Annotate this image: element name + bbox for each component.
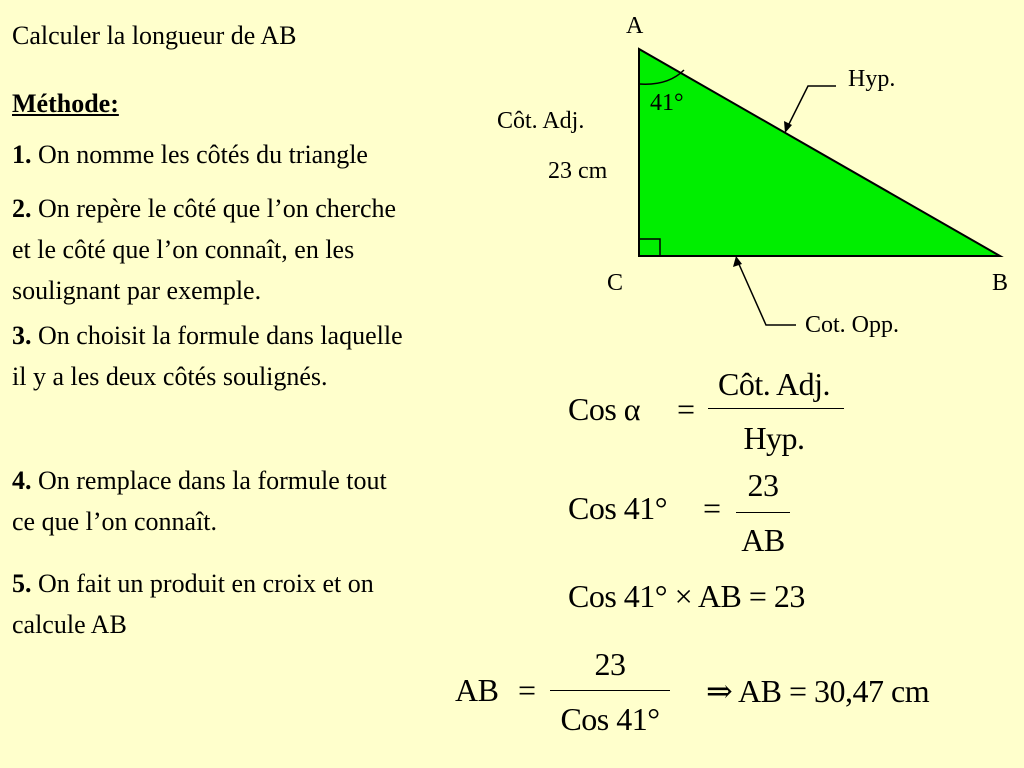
hypotenuse-label: Hyp.	[848, 66, 896, 92]
step-5-number: 5.	[12, 569, 32, 598]
opposite-label: Cot. Opp.	[805, 312, 900, 338]
formula-2-left: Cos 41°	[568, 490, 668, 526]
opp-pointer-arrowhead	[733, 256, 742, 267]
formula-2-numerator: 23	[747, 467, 779, 503]
step-1-number: 1.	[12, 140, 32, 169]
formula-3: Cos 41° × AB = 23	[568, 578, 805, 614]
step-2-number: 2.	[12, 194, 32, 223]
method-heading: Méthode:	[12, 89, 119, 118]
opp-pointer-line	[738, 262, 796, 325]
side-length-label: 23 cm	[548, 158, 608, 184]
step-4-line-2: ce que l’on connaît.	[12, 507, 218, 536]
formula-2-equals: =	[703, 490, 721, 526]
step-4-line-1: On remplace dans la formule tout	[38, 466, 387, 495]
vertex-a-label: A	[626, 13, 644, 39]
formula-2-fraction-bar	[736, 512, 790, 513]
formula-1-denominator: Hyp.	[743, 420, 805, 456]
formula-4-denominator: Cos 41°	[560, 701, 660, 737]
step-4-number: 4.	[12, 466, 32, 495]
step-5-line-1: On fait un produit en croix et on	[38, 569, 374, 598]
formula-1-left: Cos α	[568, 391, 641, 427]
formula-1-numerator: Côt. Adj.	[718, 366, 830, 402]
step-3-line-2: il y a les deux côtés soulignés.	[12, 362, 328, 391]
vertex-b-label: B	[992, 270, 1009, 296]
formula-4-numerator: 23	[594, 646, 626, 682]
formula-1-equals: =	[677, 391, 695, 427]
side-adjacent-label: Côt. Adj.	[497, 108, 585, 134]
step-3-number: 3.	[12, 321, 32, 350]
formula-4-result: ⇒ AB = 30,47 cm	[706, 673, 930, 709]
formula-4-fraction-bar	[550, 690, 670, 691]
step-2-line-2: et le côté que l’on connaît, en les	[12, 235, 355, 264]
step-2-line-1: On repère le côté que l’on cherche	[38, 194, 397, 223]
step-3-line-1: On choisit la formule dans laquelle	[38, 321, 403, 350]
page-title: Calculer la longueur de AB	[12, 21, 297, 50]
angle-label: 41°	[650, 90, 684, 116]
triangle-shape	[639, 49, 1000, 256]
hyp-pointer-arrowhead	[784, 121, 792, 133]
step-5-line-2: calcule AB	[12, 610, 127, 639]
formula-1-fraction-bar	[708, 408, 844, 409]
formula-4-left: AB	[455, 672, 499, 708]
hyp-pointer-line	[787, 86, 836, 128]
step-1-text: On nomme les côtés du triangle	[38, 140, 368, 169]
vertex-c-label: C	[607, 270, 624, 296]
formula-4-equals: =	[518, 672, 536, 708]
step-2-line-3: soulignant par exemple.	[12, 276, 262, 305]
formula-2-denominator: AB	[741, 522, 785, 558]
